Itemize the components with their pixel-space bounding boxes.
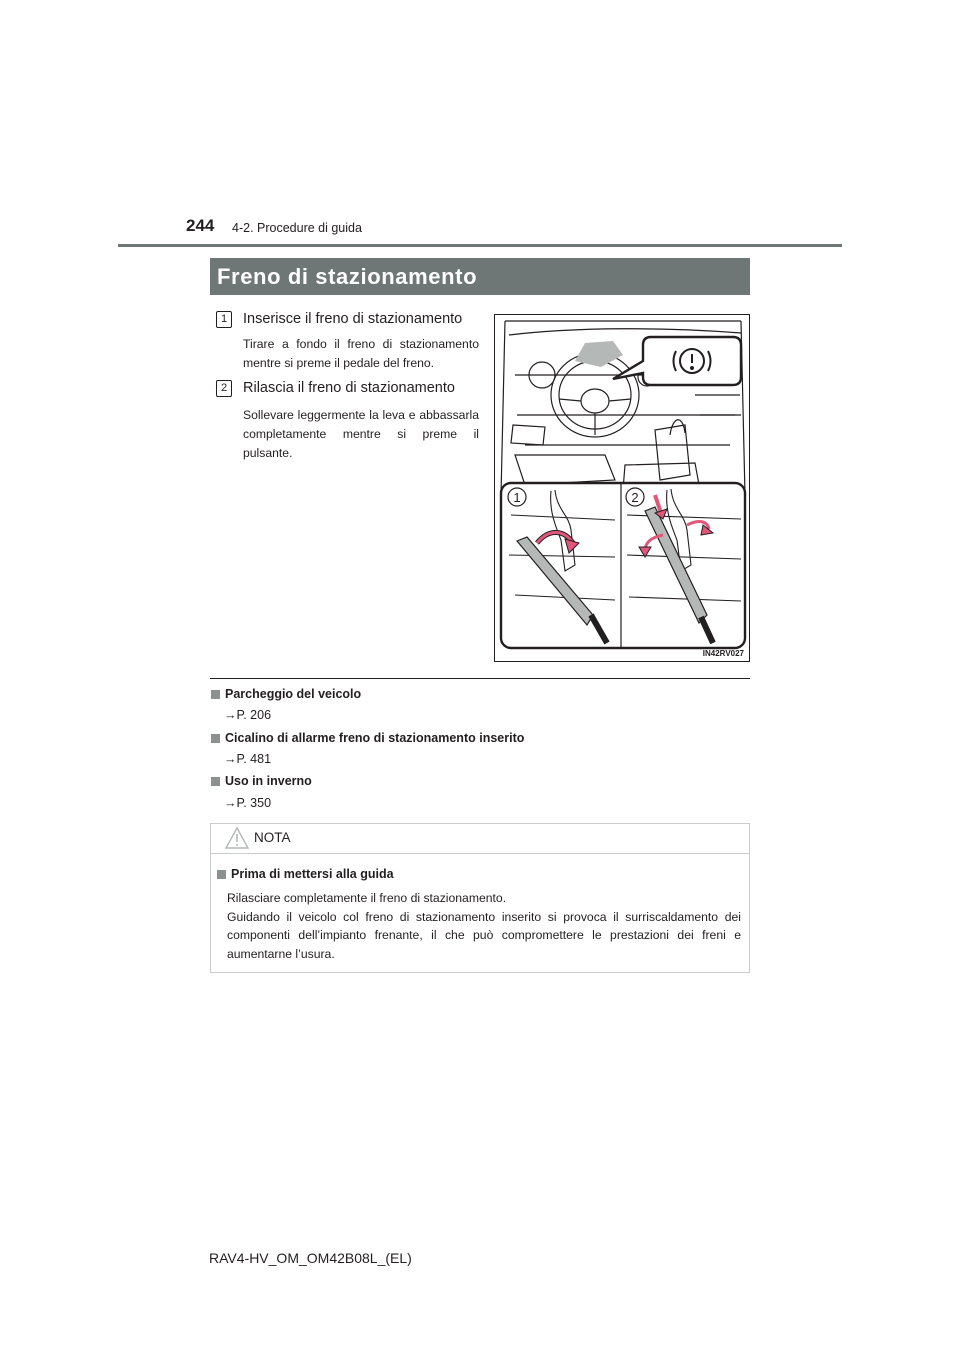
bullet-square-icon <box>211 777 220 786</box>
bullet-square-icon <box>211 734 220 743</box>
note-title-alarm: Cicalino di allarme freno di stazionamento inserito <box>211 731 524 745</box>
header-rule <box>118 244 842 247</box>
page-title: Freno di stazionamento <box>217 263 478 289</box>
section-divider <box>210 678 750 679</box>
note-ref-alarm[interactable]: →P. 481 <box>224 752 272 766</box>
step-2-title: Rilascia il freno di stazionamento <box>243 380 455 396</box>
panel-1-label: 1 <box>513 490 521 505</box>
warning-triangle-icon <box>225 826 249 850</box>
caution-line-1: Rilasciare completamente il freno di stazionamento. <box>227 891 507 905</box>
caution-box <box>210 823 750 973</box>
parking-brake-illustration <box>494 314 750 662</box>
figure-code: IN42RV027 <box>702 649 744 658</box>
page-number: 244 <box>186 216 215 235</box>
note-title-parking: Parcheggio del veicolo <box>211 687 361 701</box>
step-1-body: Tirare a fondo il freno di stazionamento mentre si preme il pedale del freno. <box>243 337 479 370</box>
section-label: 4-2. Procedure di guida <box>232 221 362 235</box>
note-title-winter: Uso in inverno <box>211 774 312 788</box>
caution-header <box>211 824 749 854</box>
bullet-square-icon <box>211 690 220 699</box>
step-1-title: Inserisce il freno di stazionamento <box>243 311 463 327</box>
caution-line-2: Guidando il veicolo col freno di stazionamento inserito si provoca il surriscaldamento dei componenti dell’impianto frenante, il che può compromettere le prestazioni dei freni e aumentarne l’usura. <box>227 909 741 961</box>
caution-body <box>227 889 741 963</box>
panel-2-label: 2 <box>631 490 639 505</box>
bullet-square-icon <box>217 870 226 879</box>
indicator-callout <box>613 337 741 385</box>
note-ref-parking[interactable]: →P. 206 <box>224 708 272 722</box>
dashboard-illustration <box>495 315 749 661</box>
note-ref-winter[interactable]: →P. 350 <box>224 796 272 810</box>
page-title-bar <box>210 258 750 295</box>
step-2-body: Sollevare leggermente la leva e abbassarla completamente mentre si preme il pulsante. <box>243 408 479 460</box>
brake-lever-panels <box>501 483 745 648</box>
step-1-number: 1 <box>216 311 232 328</box>
step-2-number: 2 <box>216 380 232 397</box>
document-code-footer: RAV4-HV_OM_OM42B08L_(EL) <box>209 1250 412 1266</box>
caution-label: NOTA <box>254 830 291 845</box>
caution-title: Prima di mettersi alla guida <box>217 867 394 881</box>
